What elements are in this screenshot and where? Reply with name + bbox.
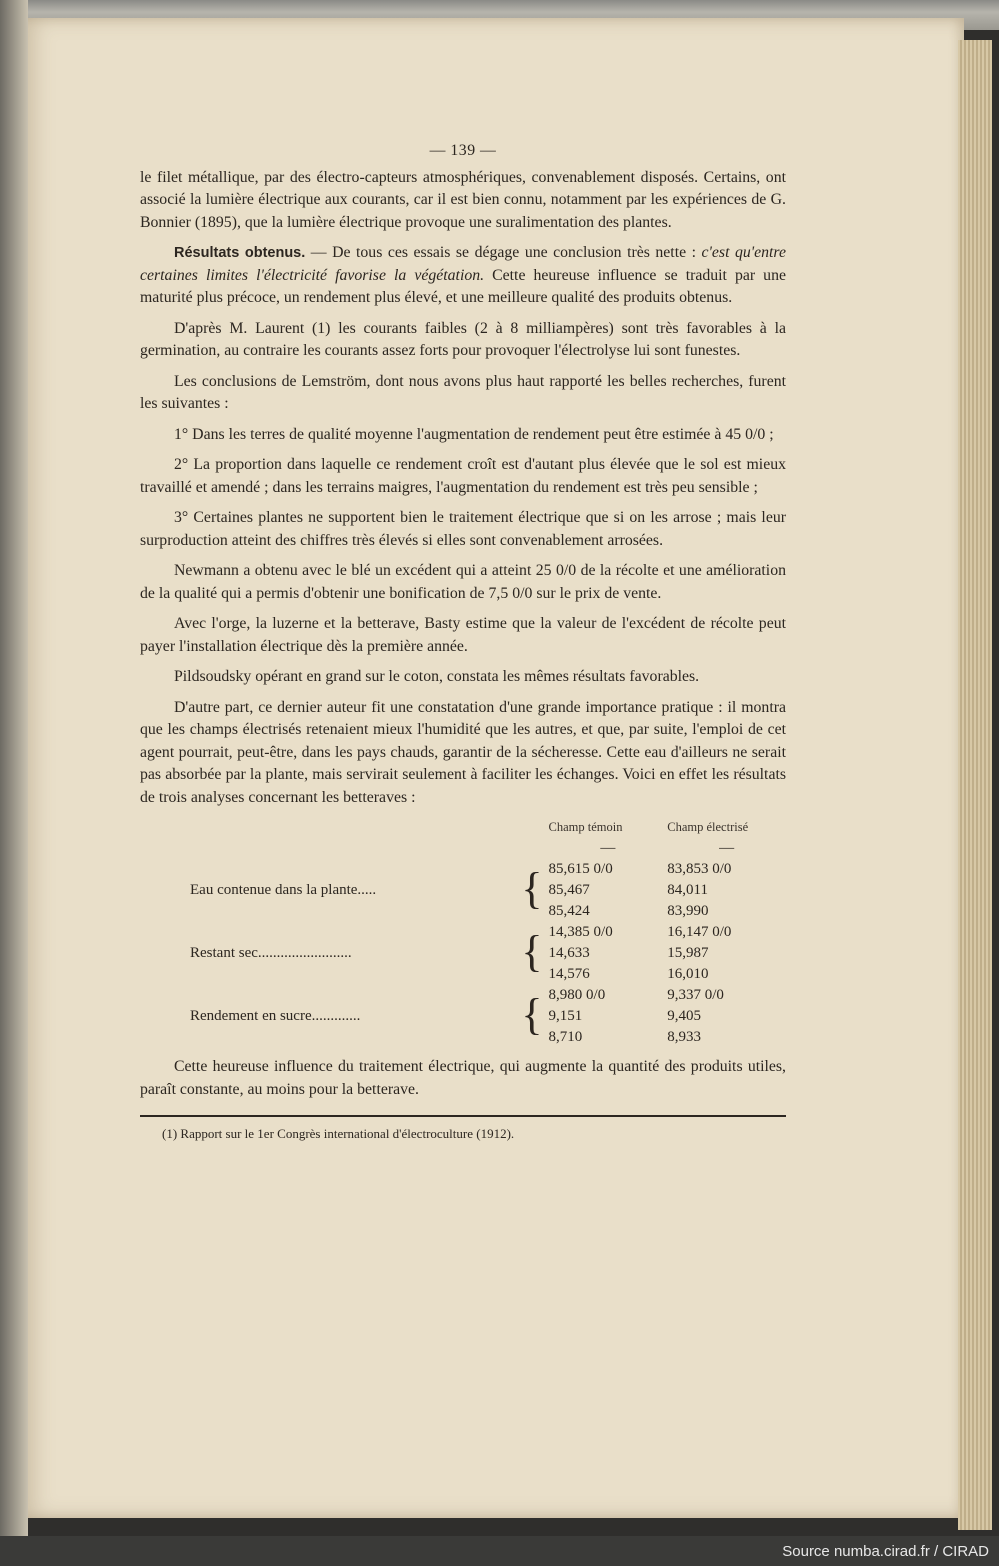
table-row [140, 985, 786, 1048]
list-item: 1° Dans les terres de qualité moyenne l'augmentation de rendement peut être estimée à 45 0/0 ; [174, 425, 774, 443]
column-header: Champ témoin [548, 820, 623, 834]
table-cell: 8,933 [667, 1029, 701, 1045]
temoin-values [543, 985, 668, 1048]
paragraph: le filet métallique, par des électro-capteurs atmosphériques, convenablement disposés. Certains, ont associé la lumière électrique aux courants, car il est bien connu, notamment par les expériences de G. Bonnier (1895), que la lumière électrique provoque une suralimentation des plantes. [140, 168, 786, 231]
paragraph: D'autre part, ce dernier auteur fit une constatation d'une grande importance pratique : il montra que les champs électrisés retenaient mieux l'humidité que les autres, et que, par suite, l'emploi de cet agent pourrait, peut-être, dans les pays chauds, garantir de la sécheresse. Cette eau d'ailleurs ne serait pas absorbée par la plante, mais servirait seulement à faciliter les échanges. Voici en effet les résultats de trois analyses concernant les betteraves : [140, 698, 786, 806]
list-item: 3° Certaines plantes ne supportent bien le traitement électrique que si on les arrose ; mais leur surproduction atteint des chiffres très élevés si elles sont convenablement arrosées. [140, 509, 786, 549]
row-label: Restant sec......................... [190, 945, 352, 961]
list-item: 2° La proportion dans laquelle ce rendement croît est d'autant plus élevée que le sol est mieux travaillé et amendé ; dans les terrains maigres, l'augmentation du rendement est très peu sensible ; [140, 456, 786, 496]
table-cell: 85,615 0/0 [548, 861, 613, 877]
table-cell: 14,385 0/0 [548, 924, 613, 940]
table-dash-row [140, 838, 786, 859]
table-cell: 9,337 0/0 [667, 987, 724, 1003]
row-label: Rendement en sucre............. [190, 1008, 361, 1024]
paragraph: Avec l'orge, la luzerne et la betterave, Basty estime que la valeur de l'excédent de récolte peut payer l'installation électrique dès la première année. [140, 615, 786, 655]
electrise-values [667, 985, 786, 1048]
table-row [140, 859, 786, 922]
brace-glyph: { [521, 927, 543, 976]
table-cell: 83,853 0/0 [667, 861, 732, 877]
table-cell: 85,467 [548, 882, 590, 898]
page-leaf-edges [958, 40, 992, 1530]
electrise-values [667, 922, 786, 985]
table-cell: 83,990 [667, 903, 709, 919]
table-cell: 14,576 [548, 966, 590, 982]
brace-glyph: { [521, 864, 543, 913]
table-cell: 16,010 [667, 966, 709, 982]
column-dash: — [719, 840, 735, 856]
emphasis-text: c'est qu'entre certaines limites l'électricité favorise la végétation. [140, 244, 787, 284]
column-dash: — [600, 840, 616, 856]
electrise-values [667, 859, 786, 922]
table-cell: 9,405 [667, 1008, 701, 1024]
table-cell: 14,633 [548, 945, 590, 961]
paragraph-text: Cette heureuse influence se traduit par une maturité plus précoce, un rendement plus élevé, et une meilleure qualité des produits obtenus. [140, 266, 786, 306]
book-spine [0, 0, 28, 1536]
paragraph: Newmann a obtenu avec le blé un excédent qui a atteint 25 0/0 de la récolte et une amélioration de la qualité qui a permis d'obtenir une bonification de 7,5 0/0 sur le prix de vente. [140, 562, 786, 602]
paragraph: Pildsoudsky opérant en grand sur le coton, constata les mêmes résultats favorables. [174, 668, 700, 685]
table-cell: 9,151 [548, 1008, 583, 1024]
footnote: (1) Rapport sur le 1er Congrès international d'électroculture (1912). [162, 1126, 515, 1141]
paragraph: Les conclusions de Lemström, dont nous avons plus haut rapporté les belles recherches, furent les suivantes : [140, 372, 786, 412]
table-header-row [140, 817, 786, 838]
table-row [140, 922, 786, 985]
table-cell: 16,147 0/0 [667, 924, 732, 940]
paragraph-results [140, 242, 786, 310]
brace-glyph: { [521, 990, 543, 1039]
source-credit: Source numba.cirad.fr / CIRAD [782, 1543, 989, 1560]
table-cell: 15,987 [667, 945, 709, 961]
page-number: — 139 — [429, 142, 497, 159]
table-cell: 8,710 [548, 1029, 583, 1045]
footnote-divider [140, 1115, 786, 1117]
temoin-values [543, 922, 668, 985]
temoin-values [543, 859, 668, 922]
results-table [140, 817, 786, 1048]
paragraph-text: — De tous ces essais se dégage une conclusion très nette : [305, 244, 702, 261]
page-content [140, 140, 786, 1143]
row-label: Eau contenue dans la plante..... [190, 882, 377, 898]
table-cell: 84,011 [667, 882, 708, 898]
table-cell: 8,980 0/0 [548, 987, 606, 1003]
table-cell: 85,424 [548, 903, 590, 919]
paragraph: Cette heureuse influence du traitement électrique, qui augmente la quantité des produits utiles, paraît constante, au moins pour la betterave. [140, 1058, 786, 1098]
column-header: Champ électrisé [667, 820, 749, 834]
run-in-heading: Résultats obtenus. [174, 245, 306, 261]
paragraph: D'après M. Laurent (1) les courants faibles (2 à 8 milliampères) sont très favorables à la germination, au contraire les courants assez forts pour provoquer l'électrolyse lui sont funestes. [140, 319, 786, 359]
